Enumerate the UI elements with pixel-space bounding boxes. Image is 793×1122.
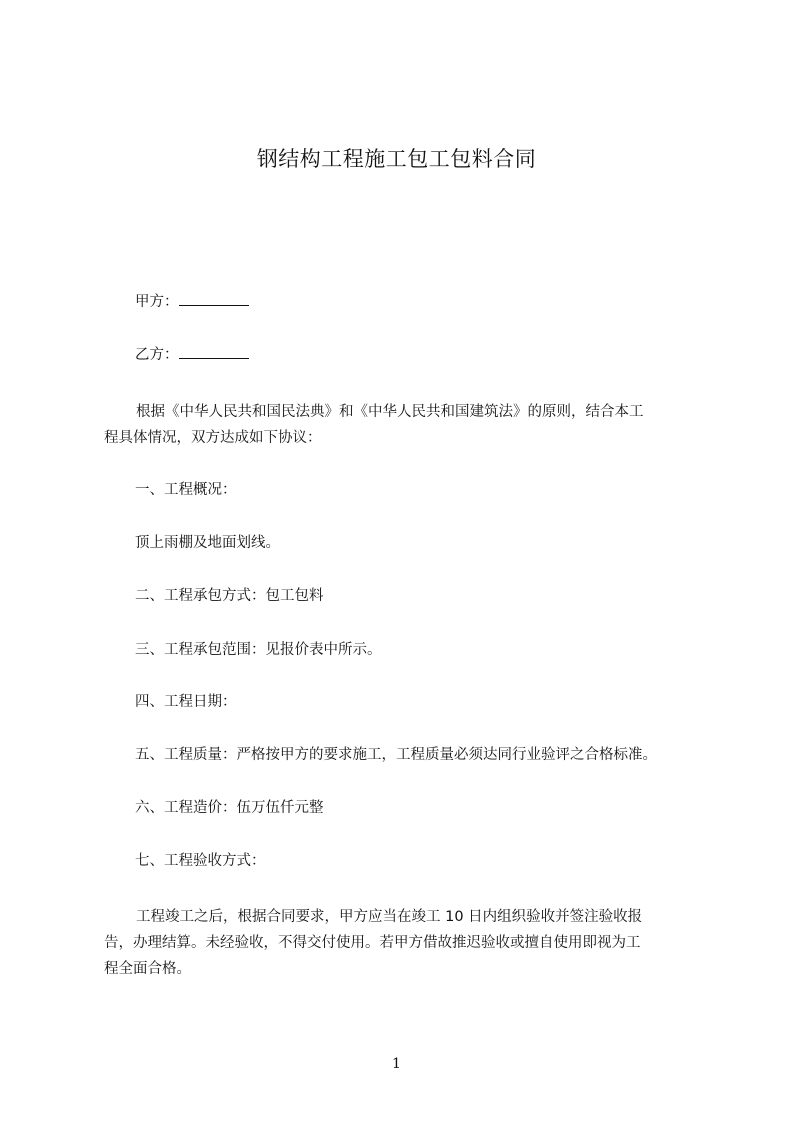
party-b-line bbox=[135, 345, 249, 365]
intro-line-2: 程具体情况，双方达成如下协议： bbox=[104, 430, 322, 446]
acceptance-line-2: 告，办理结算。未经验收，不得交付使用。若甲方借故推迟验收或擅自使用即视为工 bbox=[104, 935, 641, 951]
page-number: 1 bbox=[392, 1056, 401, 1072]
section-5: 五、工程质量：严格按甲方的要求施工，工程质量必须达同行业验评之合格标准。 bbox=[135, 747, 657, 763]
acceptance-line-3: 程全面合格。 bbox=[104, 961, 191, 977]
party-b-label: 乙方： bbox=[135, 347, 179, 363]
section-2: 二、工程承包方式：包工包料 bbox=[135, 588, 324, 604]
intro-paragraph bbox=[104, 399, 704, 451]
section-3: 三、工程承包范围：见报价表中所示。 bbox=[135, 642, 382, 658]
section-6: 六、工程造价：伍万伍仟元整 bbox=[135, 800, 324, 816]
acceptance-paragraph bbox=[104, 904, 704, 982]
party-a-label: 甲方： bbox=[135, 294, 179, 310]
section-7-heading: 七、工程验收方式： bbox=[135, 853, 266, 869]
section-1-heading: 一、工程概况： bbox=[135, 482, 237, 498]
acceptance-line-1: 工程竣工之后，根据合同要求，甲方应当在竣工 10 日内组织验收并签注验收报 bbox=[136, 909, 643, 925]
party-b-blank bbox=[179, 346, 249, 359]
document-title: 钢结构工程施工包工包料合同 bbox=[256, 147, 537, 171]
party-a-blank bbox=[179, 293, 249, 306]
section-4: 四、工程日期： bbox=[135, 694, 237, 710]
section-1-body: 顶上雨棚及地面划线。 bbox=[135, 535, 280, 551]
party-a-line bbox=[135, 292, 249, 312]
intro-line-1: 根据《中华人民共和国民法典》和《中华人民共和国建筑法》的原则，结合本工 bbox=[136, 404, 644, 420]
